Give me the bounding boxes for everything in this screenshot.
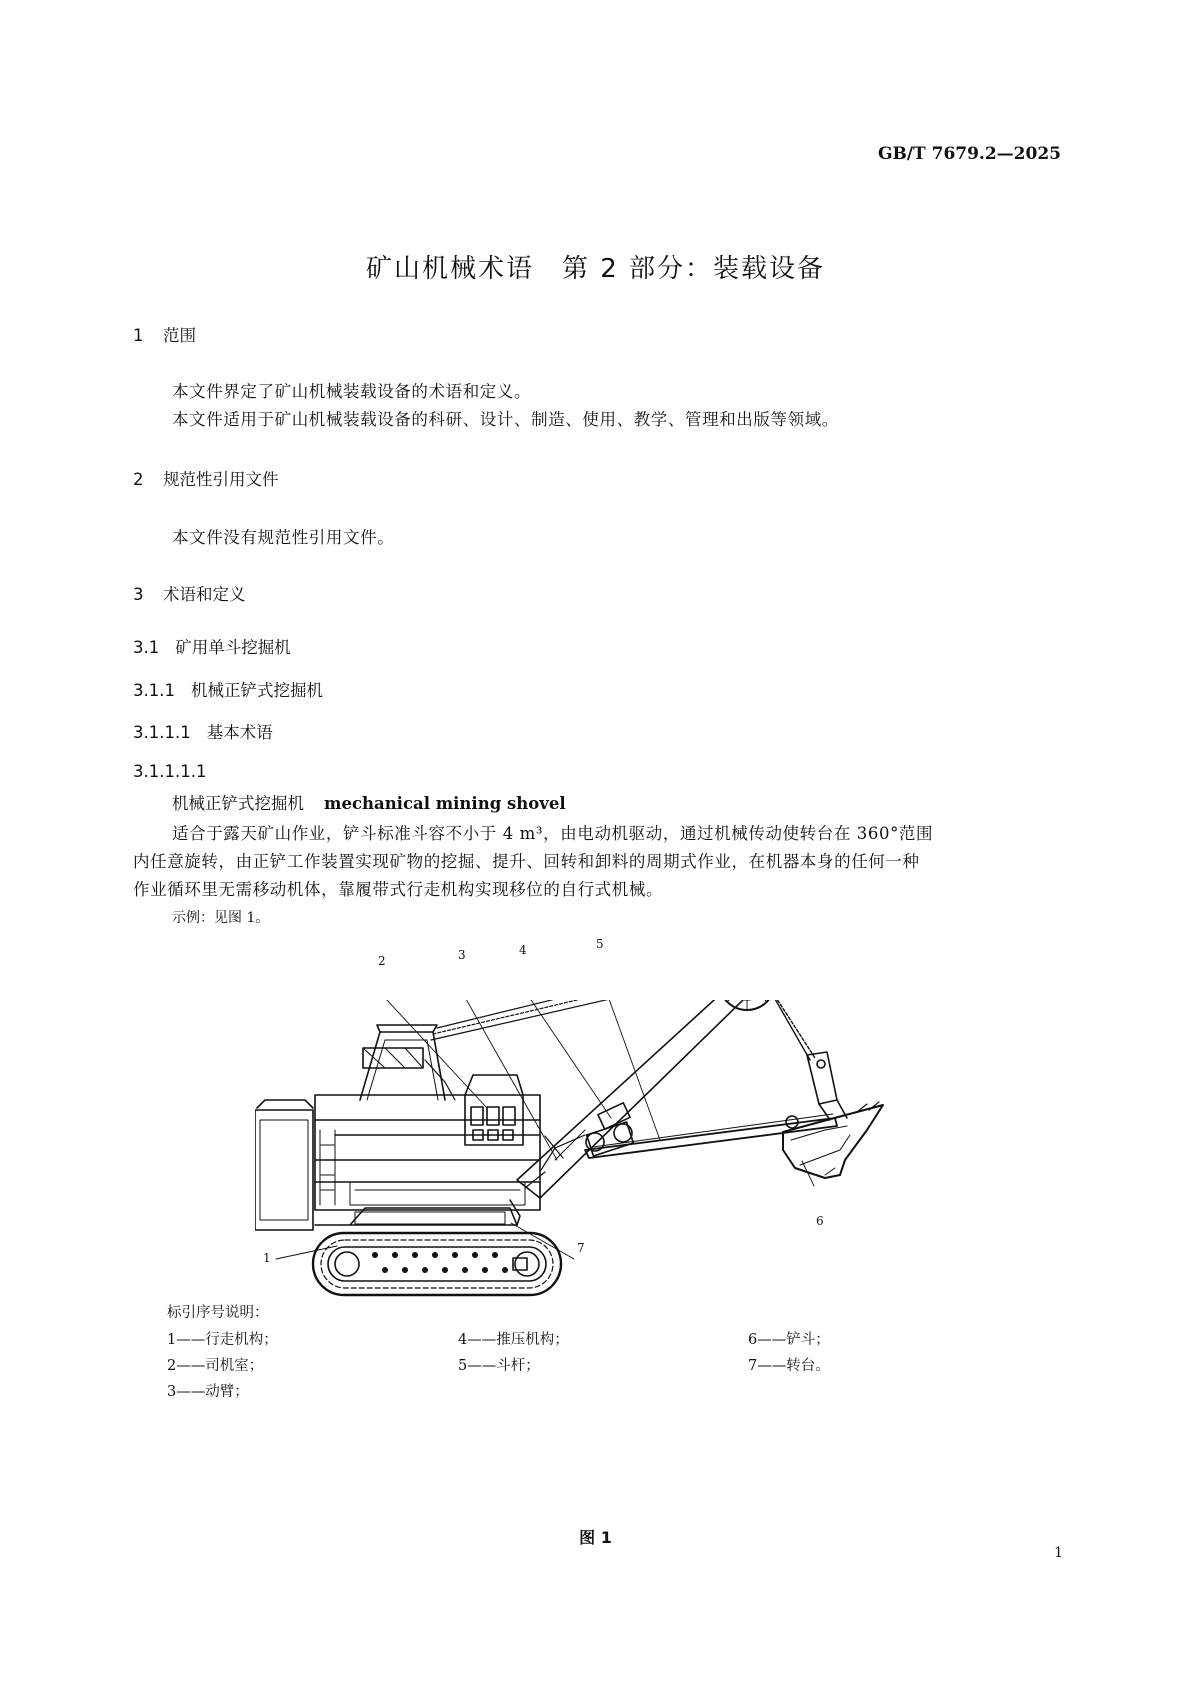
section-title: 术语和定义 [163, 585, 246, 604]
definition-line: 内任意旋转，由正铲工作装置实现矿物的挖掘、提升、回转和卸料的周期式作业，在机器本身的任何一种 [133, 852, 920, 871]
section-number: 3 [133, 585, 144, 604]
definition-line: 适合于露天矿山作业，铲斗标准斗容不小于 4 m³，由电动机驱动，通过机械传动使转台在 360°范围 [172, 824, 934, 843]
page-number: 1 [1054, 1545, 1063, 1561]
term-en: mechanical mining shovel [324, 794, 566, 813]
legend-item: 2——司机室； [167, 1358, 264, 1374]
paragraph: 本文件界定了矿山机械装载设备的术语和定义。 [172, 382, 532, 401]
callout-2: 2 [378, 954, 386, 968]
callout-4: 4 [519, 943, 527, 957]
legend-item: 7——转台。 [748, 1358, 830, 1374]
section-3-1-1-heading [133, 677, 323, 701]
standard-code: GB/T 7679.2—2025 [877, 144, 1061, 164]
example-note: 示例：见图 1。 [172, 910, 270, 926]
callout-7: 7 [577, 1241, 585, 1255]
term-zh: 机械正铲式挖掘机 [172, 794, 304, 813]
callout-5: 5 [596, 937, 604, 951]
definition-line: 作业循环里无需移动机体，靠履带式行走机构实现移位的自行式机械。 [133, 880, 664, 899]
section-title: 机械正铲式挖掘机 [190, 681, 323, 700]
document-title: 矿山机械术语 第 2 部分：装载设备 [365, 254, 826, 284]
section-3-1-heading [133, 634, 291, 658]
shovel-figure [255, 937, 955, 1405]
section-number: 1 [133, 326, 144, 345]
leader-lines [276, 1000, 814, 1259]
section-2-heading [133, 466, 279, 490]
legend-item: 6——铲斗； [748, 1332, 830, 1348]
term-number: 3.1.1.1.1 [133, 762, 207, 781]
section-title: 规范性引用文件 [163, 470, 279, 489]
legend-item: 5——斗杆； [458, 1358, 540, 1374]
callout-1: 1 [263, 1251, 271, 1265]
section-title: 基本术语 [206, 723, 273, 742]
figure-caption: 图 1 [579, 1528, 612, 1547]
legend-item: 3——动臂； [167, 1384, 249, 1400]
legend-title: 标引序号说明： [167, 1305, 269, 1321]
section-3-heading [133, 581, 246, 605]
legend-item: 4——推压机构； [458, 1332, 569, 1348]
section-3-1-1-1-heading [133, 719, 273, 743]
term-heading [172, 790, 566, 814]
paragraph: 本文件没有规范性引用文件。 [172, 528, 395, 547]
callout-6: 6 [816, 1214, 824, 1228]
section-number: 3.1.1 [133, 681, 175, 700]
section-number: 2 [133, 470, 144, 489]
section-number: 3.1.1.1 [133, 723, 191, 742]
section-title: 范围 [163, 326, 196, 345]
section-title: 矿用单斗挖掘机 [175, 638, 291, 657]
paragraph: 本文件适用于矿山机械装载设备的科研、设计、制造、使用、教学、管理和出版等领域。 [172, 410, 839, 429]
section-number: 3.1 [133, 638, 160, 657]
callout-3: 3 [458, 948, 466, 962]
section-1-heading [133, 322, 196, 346]
legend-item: 1——行走机构； [167, 1332, 278, 1348]
shovel-drawing [255, 1000, 883, 1295]
